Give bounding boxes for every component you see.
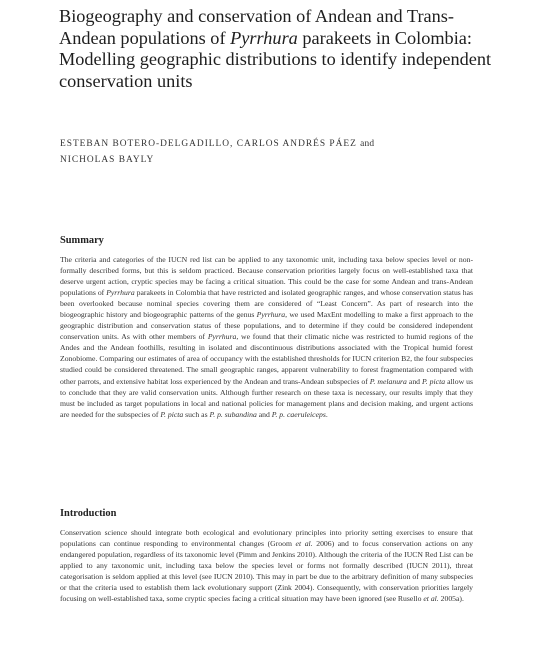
summary-text: and <box>406 376 423 386</box>
summary-text: , we used MaxEnt modelling to make a first approach to the geographic distribution and conservation status of these populations, and to determine if they could be considered independent conservation units. As with other members of <box>60 310 473 342</box>
author-conjunction: and <box>360 139 375 149</box>
summary-text: , we found that their climatic niche was restricted to humid regions of the Andes and the Andean foothills, resulting in isolated and discontinuous distributions associated with the Tropical humid forest Zonobiome. Comparing our estimates of area of occupancy with the established thresholds for IUCN criterion B2, the four subspecies studied could be considered threatened. The small geographic ranges, apparent vulnerability to forest fragmentation compared with other parrots, and extensive habitat loss experienced by the Andean and trans-Andean subspecies of <box>60 332 473 386</box>
taxon-name: Pyrrhura <box>207 332 237 342</box>
summary-text: allow us to conclude that they are valid conservation units. Although further research on these taxa is necessary, our results imply that they must be included as target populations in local and national policies for management plans and decision making, and urgent actions are needed for the subspecies of <box>60 376 473 419</box>
introduction-heading: Introduction <box>60 508 117 519</box>
title-part-2: parakeets in Colombia: Modelling geographic distributions to identify independent conservation units <box>59 27 492 91</box>
intro-text: 2005a). <box>438 594 464 604</box>
taxon-name: P. picta <box>160 409 184 419</box>
author-names-2: NICHOLAS BAYLY <box>60 154 155 165</box>
citation-et-al: et al. <box>295 539 313 549</box>
title-genus: Pyrrhura <box>230 27 298 48</box>
taxon-name: P. p. subandina <box>209 409 257 419</box>
summary-text: such as <box>183 409 210 419</box>
taxon-name: P. picta <box>422 376 446 386</box>
taxon-name: P. p. caeruleiceps <box>271 409 326 419</box>
title-part-1: Biogeography and conservation of Andean and Trans-Andean populations of <box>59 6 455 48</box>
summary-text: parakeets in Colombia that have restricted and isolated geographic ranges, and whose conservation status has been overlooked because nominal species covering them are considered of “Least Concern”. As part of research into the biogeographic history and biogeographic patterns of the genus <box>60 288 473 320</box>
author-names-1: ESTEBAN BOTERO-DELGADILLO, CARLOS ANDRÉS PÁEZ <box>60 139 357 149</box>
taxon-name: Pyrrhura <box>106 288 135 298</box>
summary-text: and <box>256 409 272 419</box>
intro-text: 2006) and to focus conservation actions on any endangered population, regardless of its taxonomic level (Pimm and Jenkins 2010). Although the criteria of the IUCN Red List can be applied to any taxonomic unit, including taxa below the species level or forms not formally described (IUCN 2011), threat categorisation is seldom applied at this level (see IUCN 2010). This may in part be due to the arbitrary definition of many subspecies or that the criteria used to establish them lack evolutionary support (Zink 2004). Consequently, with conservation priorities largely focusing on well-established taxa, some cryptic species facing a critical situation may have been ignored (see Rusello <box>60 539 473 604</box>
article-title <box>59 6 509 92</box>
summary-heading: Summary <box>60 235 104 246</box>
intro-text: Conservation science should integrate both ecological and evolutionary principles into priority setting exercises to ensure that populations can continue responding to environmental changes (Groom <box>60 528 473 549</box>
author-list <box>60 137 500 168</box>
citation-et-al: et al. <box>423 594 439 604</box>
introduction-paragraph <box>60 527 473 604</box>
taxon-name: Pyrrhura <box>256 310 286 320</box>
summary-text: . <box>325 409 328 419</box>
summary-text: The criteria and categories of the IUCN red list can be applied to any taxonomic unit, including taxa below species level or non-formally described forms, but this is seldom practiced. Because conservation priorities largely focus on well-established taxa that deserve urgent action, cryptic species may be facing a critical situation. This could be the case for some Andean and trans-Andean populations of <box>60 255 473 298</box>
taxon-name: P. melanura <box>369 376 407 386</box>
summary-paragraph <box>60 254 473 420</box>
